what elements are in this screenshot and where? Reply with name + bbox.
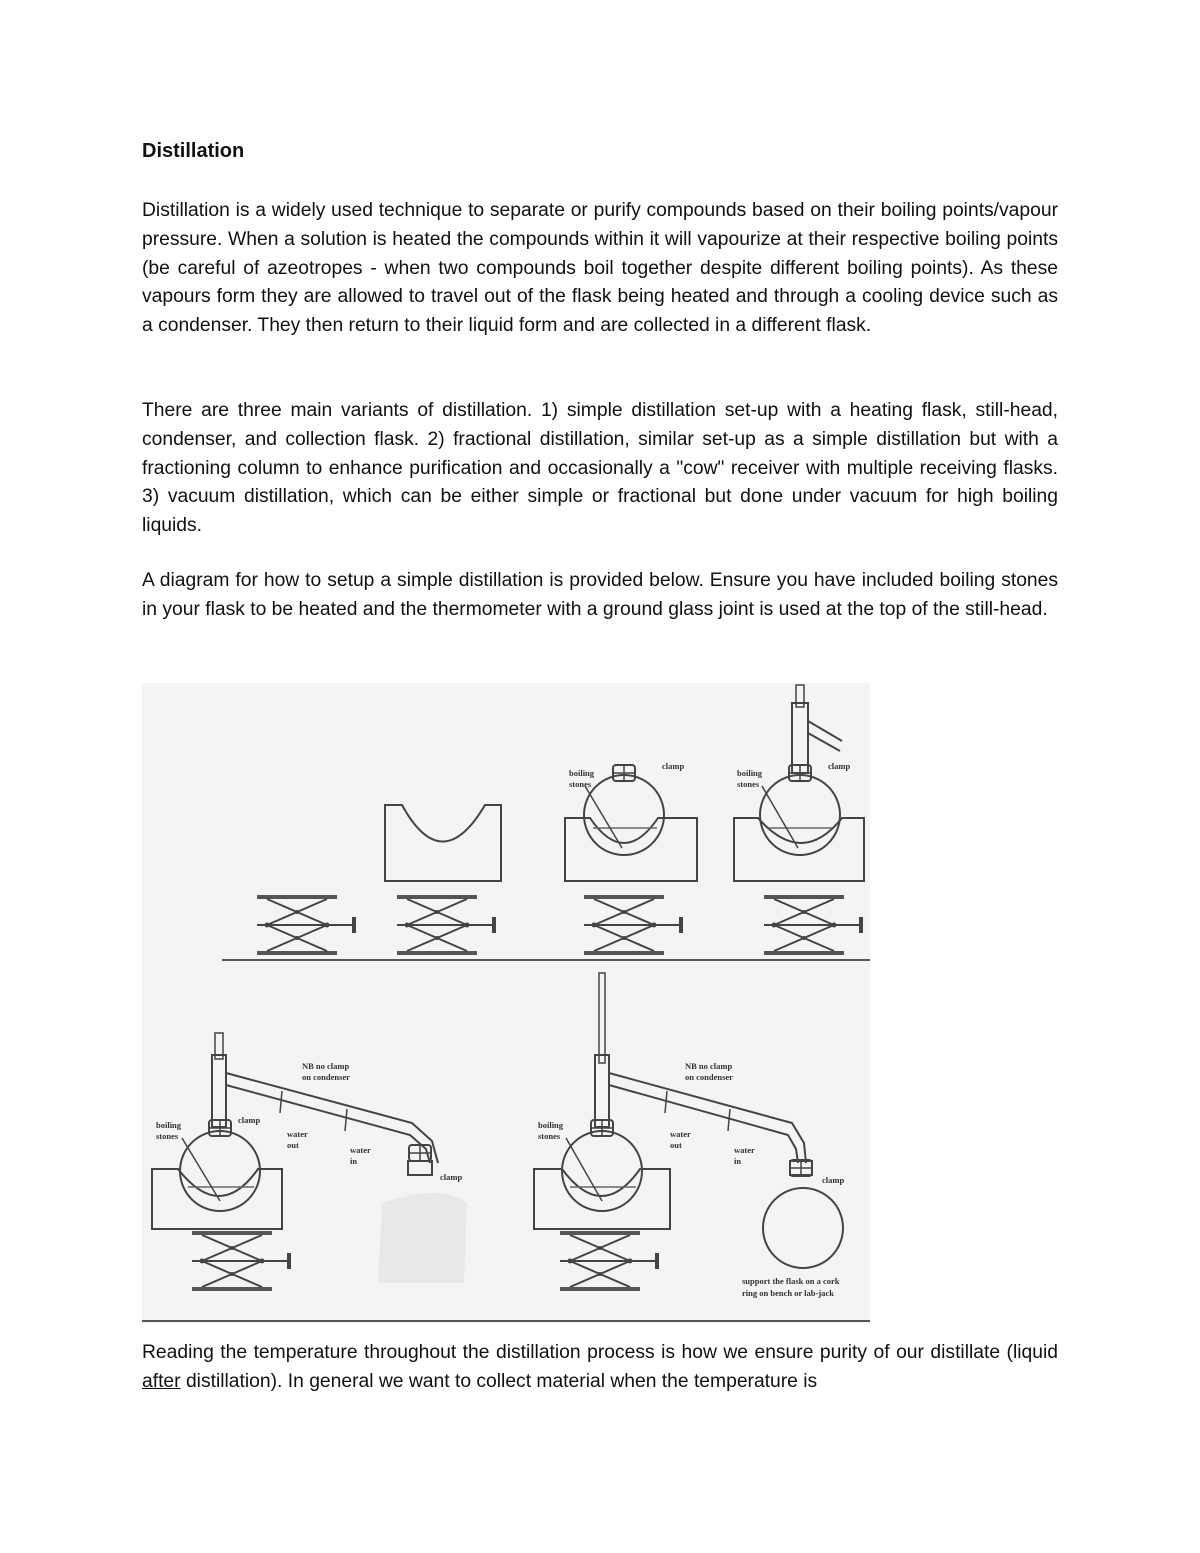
- temperature-text-after: distillation). In general we want to collect material when the temperature is: [180, 1370, 818, 1392]
- label-clamp: clamp: [440, 1172, 463, 1182]
- label-water-in: water: [734, 1145, 755, 1155]
- label-boiling: boiling: [737, 768, 763, 778]
- diagram-intro-paragraph: A diagram for how to setup a simple distillation is provided below. Ensure you have included boiling stones in your flask to be heated and the thermometer with a ground glass joint is used at the top of the still-head.: [142, 570, 1058, 620]
- label-stones: stones: [156, 1131, 179, 1141]
- label-support-line1: support the flask on a cork: [742, 1276, 840, 1286]
- label-water-in-2: in: [734, 1156, 742, 1166]
- label-water-out-2: out: [670, 1140, 682, 1150]
- label-stones: stones: [569, 779, 592, 789]
- label-water-in-2: in: [350, 1156, 358, 1166]
- label-nb-line2: on condenser: [685, 1072, 733, 1082]
- label-boiling: boiling: [156, 1120, 182, 1130]
- label-boiling: boiling: [569, 768, 595, 778]
- label-nb-line1: NB no clamp: [685, 1061, 733, 1071]
- diagram-svg: [142, 683, 870, 1323]
- temperature-text-before: Reading the temperature throughout the distillation process is how we ensure purity of our distillate (liquid: [142, 1342, 1058, 1363]
- label-boiling: boiling: [538, 1120, 564, 1130]
- label-nb-line2: on condenser: [302, 1072, 350, 1082]
- label-water-in: water: [350, 1145, 371, 1155]
- variants-paragraph: There are three main variants of distillation. 1) simple distillation set-up with a heating flask, still-head, condenser, and collection flask. 2) fractional distillation, similar set-up as a simple distillation but with a fractioning column to enhance purification and occasionally a "cow" receiver with multiple receiving flasks. 3) vacuum distillation, which can be either simple or fractional but done under vacuum for high boiling liquids.: [142, 400, 1058, 537]
- label-clamp: clamp: [238, 1115, 261, 1125]
- page-title: Distillation: [142, 140, 245, 162]
- label-stones: stones: [737, 779, 760, 789]
- label-support-line2: ring on bench or lab-jack: [742, 1288, 834, 1298]
- distillation-setup-diagram: [142, 683, 870, 1323]
- underlined-word: after: [142, 1370, 181, 1392]
- label-water-out: water: [670, 1129, 691, 1139]
- faded-flask-area: [378, 1193, 467, 1283]
- label-clamp: clamp: [828, 761, 851, 771]
- label-nb-line1: NB no clamp: [302, 1061, 350, 1071]
- diagram-background: [142, 683, 870, 1323]
- label-water-out-2: out: [287, 1140, 299, 1150]
- label-water-out: water: [287, 1129, 308, 1139]
- label-clamp: clamp: [662, 761, 685, 771]
- intro-paragraph: Distillation is a widely used technique to separate or purify compounds based on their boiling points/vapour pressure. When a solution is heated the compounds within it will vapourize at their respective boiling points (be careful of azeotropes - when two compounds boil together despite different boiling points). As these vapours form they are allowed to travel out of the flask being heated and through a cooling device such as a condenser. They then return to their liquid form and are collected in a different flask.: [142, 200, 1058, 337]
- label-stones: stones: [538, 1131, 561, 1141]
- temperature-paragraph: [142, 1339, 1058, 1397]
- label-clamp: clamp: [822, 1175, 845, 1185]
